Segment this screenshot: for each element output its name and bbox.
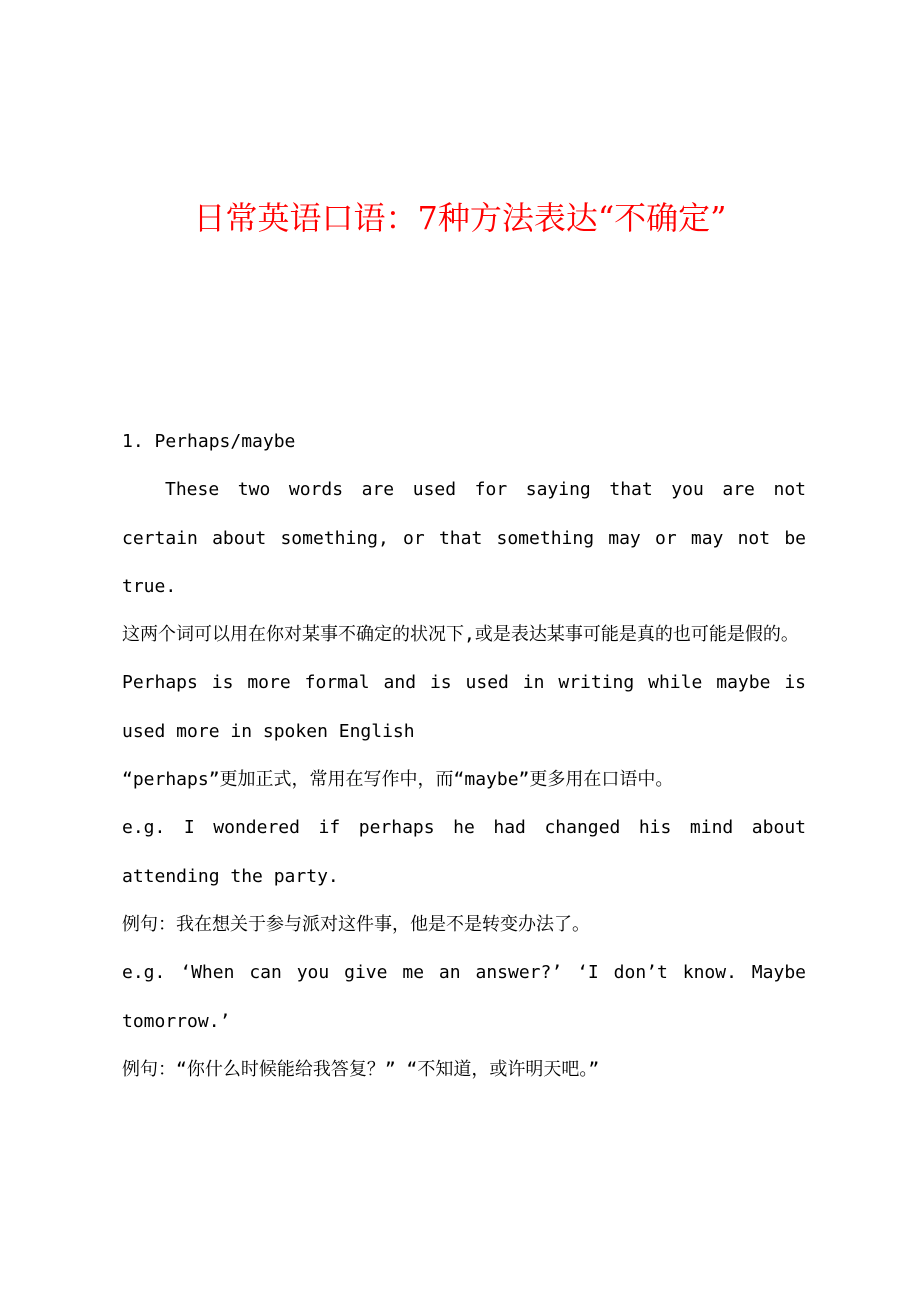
paragraph-definition-zh: 这两个词可以用在你对某事不确定的状况下,或是表达某事可能是真的也可能是假的。 [122, 624, 799, 646]
document-body [122, 418, 806, 1094]
section-heading: 1. Perhaps/maybe [122, 431, 296, 452]
example-1-en: e.g. I wondered if perhaps he had changed his mind about attending the party. [122, 817, 806, 887]
paragraph-definition-en: These two words are used for saying that you are not certain about something, or that something may or may not be true. [122, 479, 806, 597]
example-2-zh: 例句：“你什么时候能给我答复？” “不知道，或许明天吧。” [122, 1058, 600, 1080]
example-1-zh: 例句：我在想关于参与派对这件事，他是不是转变办法了。 [122, 913, 590, 935]
example-2-en: e.g. ‘When can you give me an answer?’ ‘I don’t know. Maybe tomorrow.’ [122, 962, 806, 1032]
document-title: 日常英语口语：7种方法表达“不确定” [193, 199, 727, 237]
paragraph-formality-zh: “perhaps”更加正式，常用在写作中，而“maybe”更多用在口语中。 [122, 769, 674, 791]
paragraph-formality-en: Perhaps is more formal and is used in writing while maybe is used more in spoken English [122, 672, 806, 742]
